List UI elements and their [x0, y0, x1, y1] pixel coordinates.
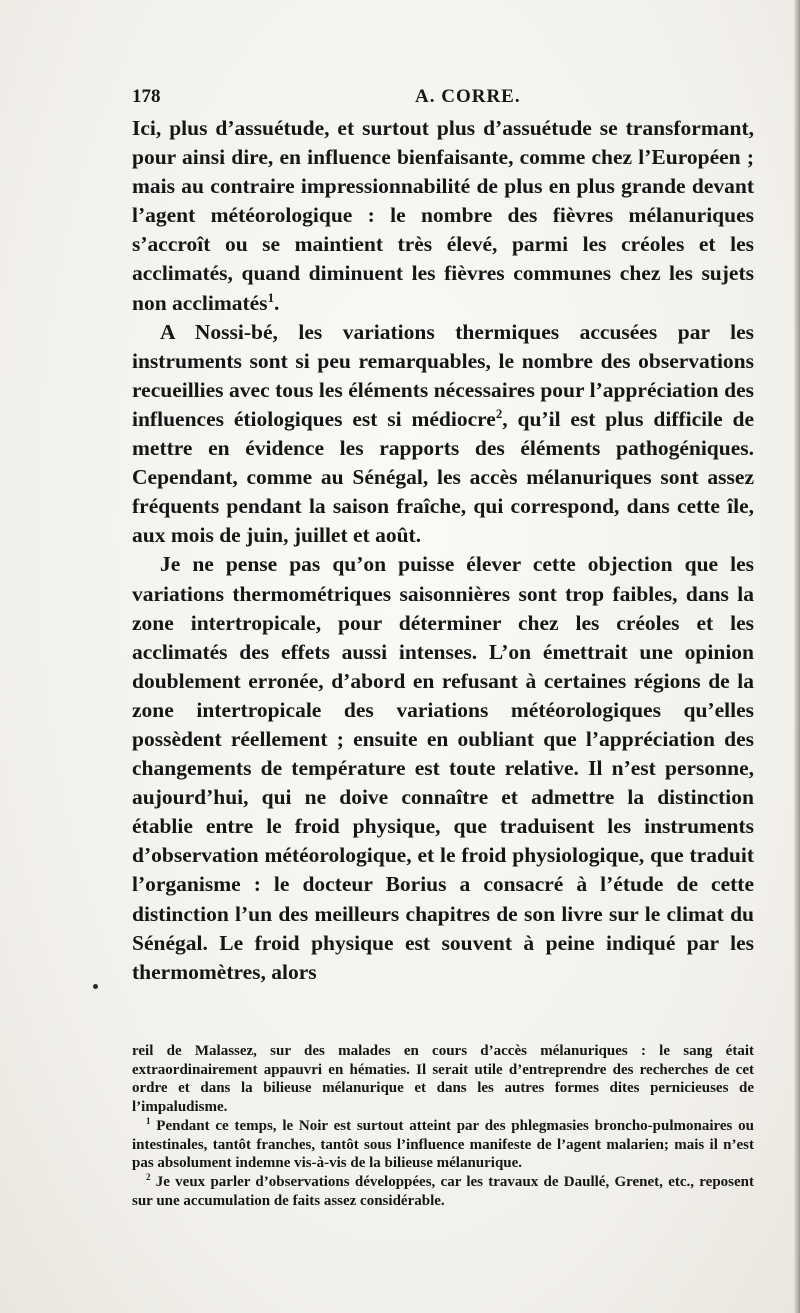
- footnote-2-text: Je veux parler d’observations développées, car les travaux de Daullé, Grenet, etc., reposent sur une accumulation de faits assez considérable.: [132, 1173, 754, 1209]
- footnote-ref-1: 1: [267, 290, 275, 305]
- footnote-1-text: Pendant ce temps, le Noir est surtout atteint par des phlegmasies broncho-pulmonaires ou intestinales, tantôt franches, tantôt sous l’influence manifeste de l’agent malarien; mais il n’est pas absolument indemne vis-à-vis de la bilieuse mélanurique.: [132, 1117, 755, 1172]
- page-number: 178: [132, 86, 161, 107]
- paragraph-2: [132, 318, 754, 551]
- margin-ink-dot: [93, 984, 98, 989]
- page-edge-shadow: [794, 0, 800, 1313]
- paragraph-2-text-a: A Nossi-bé, les variations thermiques accusées par les instruments sont si peu remarquables, le nombre des observations recueillies avec tous les éléments nécessaires pour l’appréciation des influences étiologiques est si médiocre: [132, 319, 754, 431]
- paragraph-3: [132, 550, 754, 986]
- paragraph-1-text: Ici, plus d’assuétude, et surtout plus d’assuétude se transformant, pour ainsi dire, en influence bienfaisante, comme chez l’Européen ; mais au contraire impressionnabilité de plus en plus grande devant l’agent météorologique : le nombre des fièvres mélanuriques s’accroît ou se maintient très élevé, parmi les créoles et les acclimatés, quand diminuent les fièvres communes chez les sujets non acclimatés: [132, 116, 754, 315]
- footnote-2: [132, 1173, 754, 1210]
- page-header: [132, 86, 754, 114]
- main-text: [132, 114, 754, 987]
- paragraph-3-text: Je ne pense pas qu’on puisse élever cette objection que les variations thermométriques saisonnières sont trop faibles, dans la zone intertropicale, pour déterminer chez les créoles et les acclimatés des effets aussi intenses. L’on émettrait une opinion doublement erronée, d’abord en refusant à certaines régions de la zone intertropicale des variations météorologiques qu’elles possèdent réellement ; ensuite en oubliant que l’appréciation des changements de température est toute relative. Il n’est personne, aujourd’hui, qui ne doive connaître et admettre la distinction établie entre le froid physique, que traduisent les instruments d’observation météorologique, et le froid physiologique, que traduit l’organisme : le docteur Borius a consacré à l’étude de cette distinction l’un des meilleurs chapitres de son livre sur le climat du Sénégal. Le froid physique est souvent à peine indiqué par les thermomètres, alors: [132, 552, 754, 984]
- footnote-continued: reil de Malassez, sur des malades en cours d’accès mélanuriques : le sang était extraordinairement appauvri en hématies. Il serait utile d’entreprendre des recherches de cet ordre et dans la bilieuse mélanurique et dans les autres formes dites pernicieuses de l’impaludisme.: [132, 1043, 754, 1116]
- footnote-ref-2: 2: [495, 406, 503, 421]
- footnotes: [132, 1042, 754, 1210]
- footnote-2-marker: 2: [146, 1171, 151, 1182]
- footnote-1-marker: 1: [146, 1115, 151, 1126]
- paragraph-1: [132, 114, 754, 318]
- paragraph-1-end: .: [274, 290, 280, 315]
- paragraph-2-text-b: , qu’il est plus difficile de mettre en évidence les rapports des éléments pathogéniques. Cependant, comme au Sénégal, les accès mélanuriques sont assez fréquents pendant la saison fraîche, qui correspond, dans cette île, aux mois de juin, juillet et août.: [132, 406, 755, 548]
- footnote-1: [132, 1117, 754, 1173]
- running-head: A. CORRE.: [415, 86, 521, 107]
